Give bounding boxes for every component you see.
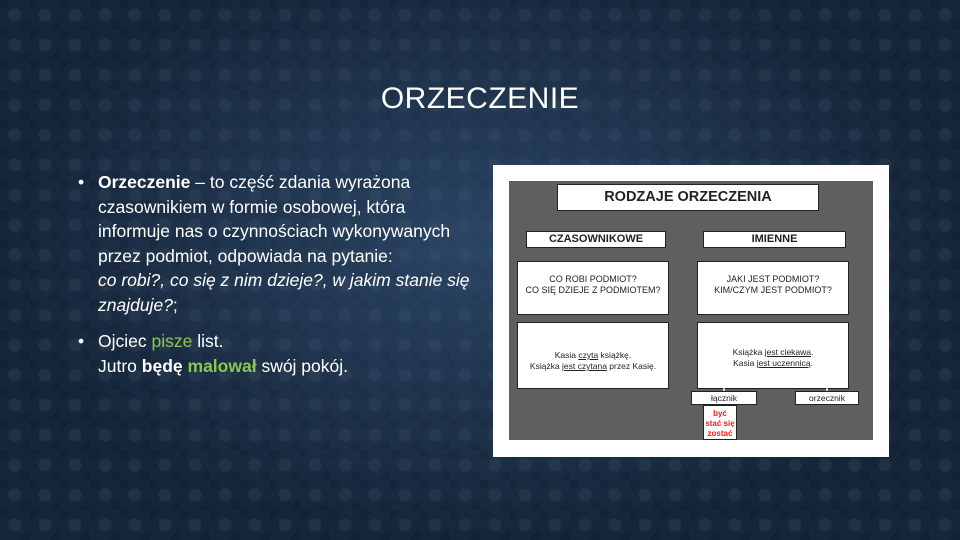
diagram-picture — [493, 165, 889, 457]
left-example-2: Książka jest czytana przez Kasię. — [529, 361, 657, 371]
example2-aux: będę — [141, 355, 183, 376]
example1-post: list. — [192, 331, 224, 351]
right-question-2: KIM/CZYM JEST PODMIOT? — [714, 285, 832, 295]
slide-title: ORZECZENIE — [380, 82, 580, 115]
example2-post: swój pokój. — [256, 355, 349, 376]
definition-text: – to część zdania wyrażona czasownikiem w formie osobowej, która informuje nas o czynnościach wykonywanych przez podmiot, odpowiada na pytanie: — [98, 172, 451, 266]
predicate-types-diagram — [509, 181, 873, 440]
right-example-1: Książka jest ciekawa. — [732, 347, 814, 357]
example1-pre: Ojciec — [98, 331, 152, 351]
verb-stac-sie: stać się — [705, 419, 735, 428]
left-question-1: CO ROBI PODMIOT? — [549, 274, 637, 284]
definition-end: ; — [172, 294, 178, 315]
right-example-2: Kasia jest uczennicą. — [733, 358, 813, 368]
bullet-definition — [78, 170, 478, 317]
diagram-title: RODZAJE ORZECZENIA — [557, 184, 819, 211]
bullet-marker: • — [78, 172, 85, 192]
term-orzeczenie: Orzeczenie — [98, 172, 191, 192]
verb-byc: być — [713, 409, 727, 418]
box-linking-verbs — [703, 405, 737, 440]
definition-questions: co robi?, co się z nim dzieje?, w jakim stanie się znajduje? — [98, 270, 470, 315]
header-czasownikowe: CZASOWNIKOWE — [526, 231, 666, 248]
box-lacznik: łącznik — [691, 391, 757, 405]
verb-zostac: zostać — [707, 429, 733, 438]
box-orzecznik: orzecznik — [795, 391, 859, 405]
example2-pre: Jutro — [98, 355, 142, 376]
left-question-2: CO SIĘ DZIEJE Z PODMIOTEM? — [525, 285, 661, 295]
bullet-examples — [78, 329, 478, 378]
bullet-marker: • — [78, 331, 85, 351]
right-question-1: JAKI JEST PODMIOT? — [726, 274, 820, 284]
slide-content — [78, 170, 478, 390]
example2-verb: malował — [187, 355, 257, 376]
example1-verb: pisze — [151, 331, 193, 351]
header-imienne: IMIENNE — [703, 231, 846, 248]
left-example-1: Kasia czyta książkę. — [554, 350, 632, 360]
